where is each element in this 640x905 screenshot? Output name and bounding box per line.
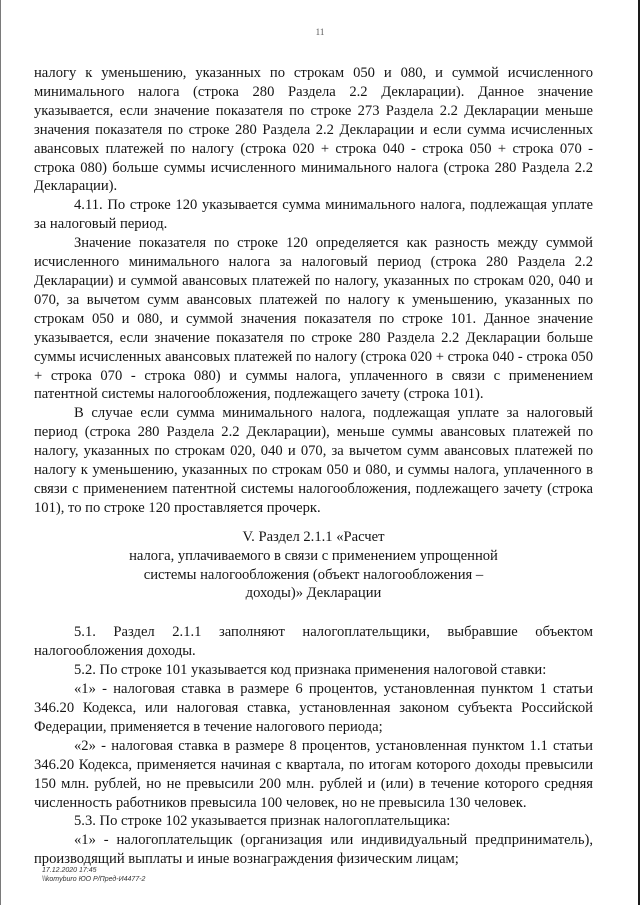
paragraph-taxpayer-1: «1» - налогоплательщик (организация или индивидуальный предприниматель), производящий выплаты и иные вознаграждения физическим лицам; (34, 832, 593, 868)
document-body (34, 64, 593, 869)
scan-left-edge (0, 0, 1, 905)
paragraph-code-1: «1» - налоговая ставка в размере 6 процентов, установленная пунктом 1 статьи 346.20 Кодекса, или налоговая ставка, установленная законом субъекта Российской Федерации, применяется в течение налогового периода; (34, 681, 593, 735)
paragraph-5-3: 5.3. По строке 102 указывается признак налогоплательщика: (74, 813, 451, 830)
paragraph-line-120-value: Значение показателя по строке 120 определяется как разность между суммой исчисленного минимального налога за налоговый период (строка 280 Раздела 2.2 Декларации) и суммой авансовых платежей по налогу, указанных по строкам 020, 040 и 070, за вычетом сумм авансовых платежей по налогу к уменьшению, указанных по строкам 050 и 080, и суммой значения показателя по строке 101. Данное значение указывается, если значение показателя по строке 280 Раздела 2.2 Декларации больше суммы исчисленных авансовых платежей по налогу (строка 020 + строка 040 - строка 050 + строка 070 - строка 080) и суммы налога, уплаченного в связи с применением патентной системы налогообложения, подлежащего зачету (строка 101). (34, 235, 593, 403)
paragraph-5-2: 5.2. По строке 101 указывается код признака применения налоговой ставки: (74, 662, 547, 679)
section-heading-line-2: налога, уплачиваемого в связи с применением упрощенной (129, 547, 498, 564)
footer-timestamp: 17.12.2020 17:45 (42, 867, 97, 874)
paragraph-5-1: 5.1. Раздел 2.1.1 заполняют налогоплательщики, выбравшие объектом налогообложения доходы. (34, 624, 593, 660)
section-heading (34, 528, 593, 604)
section-heading-line-1: V. Раздел 2.1.1 «Расчет (242, 528, 385, 545)
section-heading-line-4: доходы)» Декларации (245, 585, 382, 602)
paragraph-code-2: «2» - налоговая ставка в размере 8 процентов, установленная пунктом 1.1 статьи 346.20 Кодекса, применяется начиная с квартала, по итогам которого доходы превысили 150 млн. рублей, но не превысили 200 млн. рублей и (или) в течение которого средняя численность работников превысила 100 человек, но не превысила 130 человек. (34, 737, 593, 811)
section-heading-line-3: системы налогообложения (объект налогообложения – (143, 566, 484, 583)
page-number: 11 (315, 27, 325, 37)
paragraph-continuation: налогу к уменьшению, указанных по строкам 050 и 080, и суммой исчисленного минимального налога (строка 280 Раздела 2.2 Декларации). Данное значение указывается, если значение показателя по строке 273 Раздела 2.2 Декларации меньше значения показателя по строке 280 Раздела 2.2 Декларации и если сумма исчисленных авансовых платежей по налогу (строка 020 + строка 040 - строка 050 + строка 070 - строка 080) больше суммы исчисленного минимального налога (строка 280 Раздела 2.2 Декларации). (34, 65, 593, 195)
footer-file-path: \\komyburo ЮО Р/Пред-И4477-2 (42, 876, 146, 883)
document-footer (42, 866, 145, 884)
paragraph-4-11: 4.11. По строке 120 указывается сумма минимального налога, подлежащая уплате за налоговый период. (34, 197, 593, 233)
paragraph-line-120-dash: В случае если сумма минимального налога, подлежащая уплате за налоговый период (строка 280 Раздела 2.2 Декларации), меньше суммы авансовых платежей по налогу, указанных по строкам 020, 040 и 070, за вычетом сумм авансовых платежей по налогу к уменьшению, указанных по строкам 050 и 080, и суммы налога, уплаченного в связи с применением патентной системы налогообложения, подлежащего зачету (строка 101), то по строке 120 проставляется прочерк. (34, 405, 593, 516)
